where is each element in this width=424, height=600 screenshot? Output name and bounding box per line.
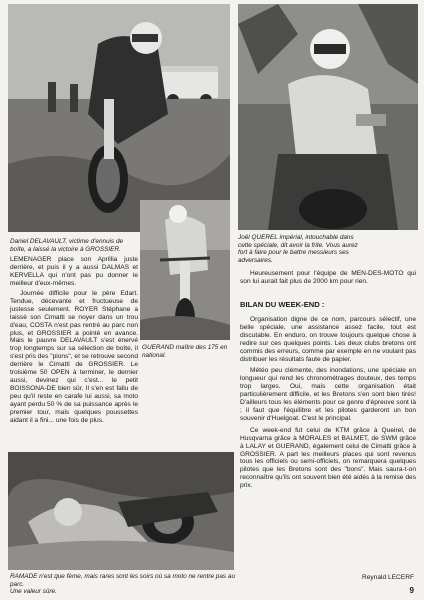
right-paragraph: Organisation digne de ce nom, parcours sélectif, une belle spéciale, une assistance assez facile, tout est discutable. En enduro, on trouve toujours quelque chose à redire sur ces quelques points. Les deux clubs bretons ont commis des erreurs, comme par exemple en ne voulant pas distribuer les résultats faute de papier.	[240, 316, 416, 363]
left-column	[10, 256, 138, 288]
right-paragraph: Météo peu clémente, des inondations, une spéciale en longueur qui rend les chronométrages douteux, des temps trop larges. Oui, mais cette organisation était particulièrement difficile, et les Bretons s'en sont bien tirés! D'ailleurs tous les éléments pour ce genre d'épreuve sont là ; il faut que l'équilibre et les pilotes garderont un bon souvenir d'Huelgoat. C'est le principal.	[240, 367, 416, 422]
right-intro: Heureusement pour l'équipe de MEN-DES-MOTO qui son lui aurait fait plus de 2000 km pour rien.	[240, 270, 416, 285]
photo-ramade	[8, 452, 234, 570]
left-paragraph: LEMENAGER place son Aprillia juste derrière, et puis il y a aussi DALMAS et KERVELLA qui n'ont pas pu donner le meilleur d'eux-mêmes.	[10, 256, 138, 287]
photo-querel	[238, 4, 418, 230]
left-paragraph: Journée difficile pour le père Edart. Tendue, décevante et fructueuse de justesse seulement. ROYER Stéphane a laissé son Cimatti se noyer dans un trou d'eau, COSTA n'est pas rentré au parc non plus, et GROSSIER a pointé en avance. Mais le pauvre DELAVAULT s'est énervé trop longtemps sur sa sélection de boîte, il s'est pris des "pions", et se retrouve second derrière le Cimatti de GROSSIER. Le troisième 50 OPEN à terminer, le dernier aussi, devinez qui c'est... le petit BOISSONA-DE bien sûr. Il s'en est fallu de peu qu'il reste en carafe lui aussi, sa moto ayant perdu 50 % de sa puissance après le premier tour, mais quelques poussettes aidant il a fini... une fois de plus.	[10, 290, 138, 424]
section-heading: BILAN DU WEEK-END :	[240, 300, 325, 309]
caption-delavault: Daniel DELAVAULT, victime d'ennuis de boîte, a laissé la victoire à GROSSIER.	[10, 238, 124, 253]
right-column	[240, 316, 416, 490]
right-column-intro	[240, 270, 416, 286]
photo-guerand	[140, 200, 230, 340]
left-column-main	[10, 290, 138, 424]
photo-delavault	[8, 4, 230, 232]
page-number: 9	[409, 586, 414, 595]
caption-ramade: RAMADE n'est que fème, mais rares sont les soirs où sa moto ne rentre pas au parc. Une valeur sûre.	[10, 573, 235, 596]
caption-guerand: GUERAND maître des 175 en national.	[142, 344, 228, 359]
caption-querel: Joël QUEREL impérial, intouchable dans cette spéciale, dit avoir la frite. Vous aurez fort à faire pour le battre messieurs ses adversaires.	[238, 234, 358, 264]
author-signature: Reynald LECERF	[361, 574, 414, 581]
right-paragraph: Ce week-end fut celui de KTM grâce à Queirel, de Husqvarna grâce à MORALES et BALMET, de SWM grâce à LALAY et GUERAND, également celui de Cimatti grâce à GROSSIER. A part les meilleurs places qui sont revenus tous les officiels ou semi-officiels, on remarquera quelques pilotes que les Bretons sont des "bons". Mais saura-t-on reconnaître qu'ils ont souvent bien été aidés à la remise des prix.	[240, 426, 416, 490]
